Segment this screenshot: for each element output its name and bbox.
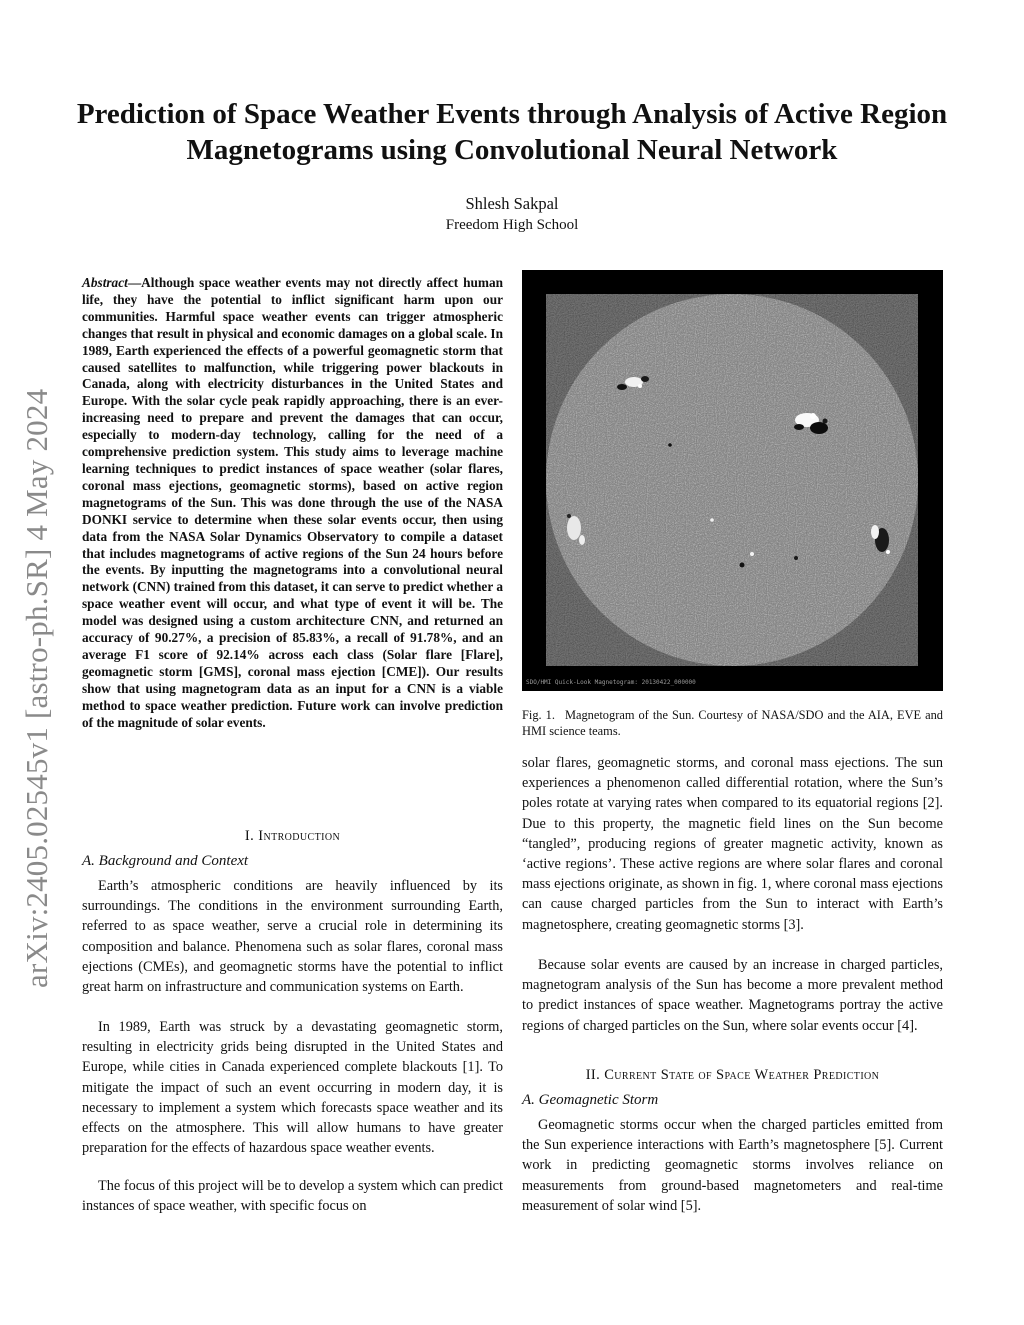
solar-disk [546, 294, 918, 666]
abstract-text: —Although space weather events may not directly affect human life, they have the potential to inflict significant harm upon our communities. Harmful space weather events can trigger atmospheric changes that result in physical and economic damages on a global scale. In 1989, Earth experienced the effects of a powerful geomagnetic storm that caused satellites to malfunction, while triggering power blackouts in Canada, along with electricity disturbances in the United States and Europe. With the solar cycle peak rapidly approaching, there is an ever-increasing need to prepare and prevent the damages that can occur, especially to modern-day technology, calling for the need of a comprehensive prediction system. This study aims to leverage machine learning techniques to predict instances of space weather (solar flares, coronal mass ejections, geomagnetic storms), based on active region magnetograms of the Sun. This was done through the use of the NASA DONKI service to determine when these solar events occur, then using data from the NASA Solar Dynamics Observatory to compile a dataset that includes magnetograms of active regions of the Sun 24 hours before the events. By inputting the magnetograms into a convolutional neural network (CNN) trained from this dataset, it can serve to predict whether a space weather event will occur, and what type of event it will be. The model was designed using a custom architecture CNN, and returned an accuracy of 90.27%, a precision of 85.83%, a recall of 91.78%, and an average F1 score of 92.14% across each class (Solar flare [Flare], geomagnetic storm [GMS], coronal mass ejection [CME]). Our results show that using magnetogram data as an input for a CNN is a viable method to space weather prediction. Future work can involve prediction of the magnitude of solar events. [82, 275, 503, 730]
intro-paragraph-2: In 1989, Earth was struck by a devastating geomagnetic storm, resulting in electricity grids being disrupted in the United States and Europe, while cities in Canada experienced complete blackouts [1]. To mitigate the impact of such an event occurring in modern day, it is necessary to implement a system which forecasts space weather and its effects on the atmosphere. This will allow humans to have greater preparation for the effects of hazardous space weather events. [82, 1019, 503, 1157]
magnetogram-stamp: SDO/HMI Quick-Look Magnetogram: 20130422_000000 [526, 679, 696, 686]
author-affiliation: Freedom High School [445, 217, 579, 233]
section-title: Current State of Space Weather Prediction [604, 1067, 880, 1083]
figure-label: Fig. 1. [522, 708, 555, 722]
author-name: Shlesh Sakpal [465, 194, 559, 213]
paper-title: Prediction of Space Weather Events through Analysis of Active Region Magnetograms using Convolutional Neural Network [76, 98, 948, 166]
section-title: Introduction [258, 828, 341, 844]
figure-caption-text: Magnetogram of the Sun. Courtesy of NASA/SDO and the AIA, EVE and HMI science teams. [522, 708, 943, 738]
subsection-heading-background: A. Background and Context [82, 853, 249, 869]
geomagnetic-paragraph-1: Geomagnetic storms occur when the charged particles emitted from the Sun experience interactions with Earth’s magnetosphere [5]. Current work in predicting geomagnetic storms involves reliance on measurements from ground-based magnetometers and real-time measurement of solar wind [5]. [522, 1117, 943, 1214]
intro-paragraph-3: The focus of this project will be to develop a system which can predict instances of space weather, with specific focus on [82, 1178, 503, 1215]
intro-paragraph-4: Because solar events are caused by an increase in charged particles, magnetogram analysis of the Sun has become a more prevalent method to predict instances of space weather. Magnetograms portray the active regions of charged particles on the Sun, where solar events occur [4]. [522, 957, 943, 1034]
section-number: I. [244, 828, 255, 844]
abstract-lead: Abstract [82, 275, 128, 290]
intro-paragraph-3-continued: solar flares, geomagnetic storms, and coronal mass ejections. The sun experiences a phenomenon called differential rotation, where the Sun’s poles rotate at varying rates when compared to its equatorial regions [2]. Due to this property, the magnetic field lines on the Sun become “tangled”, producing regions of greater magnetic activity, known as ‘active regions’. These active regions are where solar flares and coronal mass ejections originate, as shown in fig. 1, where coronal mass ejections can cause charged particles from the Sun to interact with Earth’s magnetosphere, creating geomagnetic storms [3]. [522, 755, 943, 933]
abstract [82, 275, 503, 731]
sun-magnetogram-figure [522, 270, 943, 691]
arxiv-side-stamp: arXiv:2405.02545v1 [astro-ph.SR] 4 May 2024 [19, 388, 54, 988]
magnetogram-image [522, 270, 943, 691]
intro-paragraph-1: Earth’s atmospheric conditions are heavily influenced by its surroundings. The conditions in the environment surrounding Earth, referred to as space weather, serve a crucial role in determining its composition and balance. Phenomena such as solar flares, coronal mass ejections (CMEs), and geomagnetic storms have the potential to inflict great harm on infrastructure and communication systems on Earth. [82, 878, 503, 996]
figure-caption [522, 708, 943, 739]
section-number: II. [585, 1067, 601, 1083]
section-heading-current-state [522, 1066, 943, 1084]
section-heading-introduction [82, 827, 503, 845]
subsection-heading-geomagnetic-storm: A. Geomagnetic Storm [522, 1092, 659, 1108]
